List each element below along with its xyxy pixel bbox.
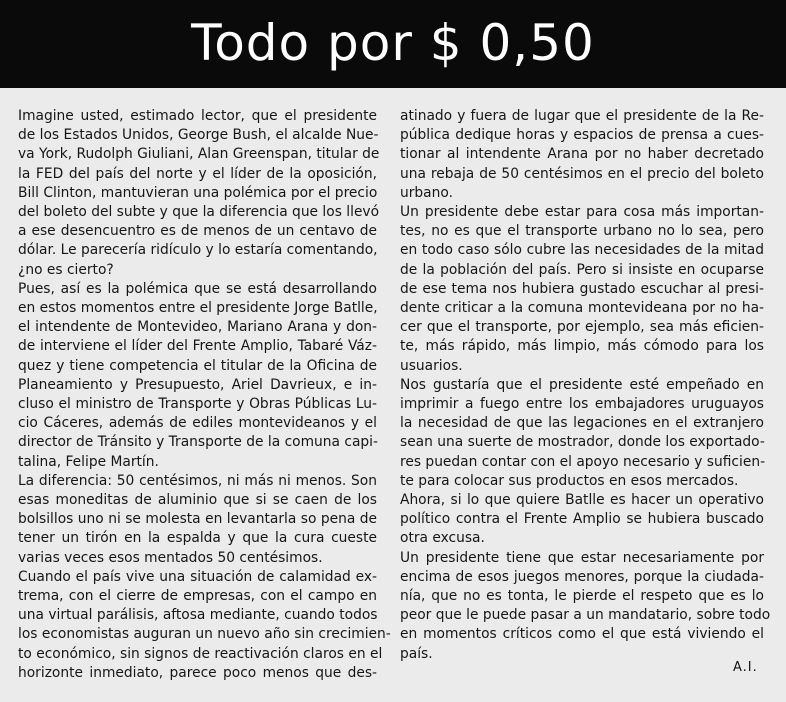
- text-line: tionar al intendente Arana por no haber decretado: [400, 146, 764, 163]
- text-line: trema, con el cierre de empresas, con el campo en: [18, 588, 377, 605]
- text-line: director de Tránsito y Transporte de la comuna capi-: [18, 434, 378, 451]
- text-line: político contra el Frente Amplio se hubiera buscado: [400, 511, 764, 528]
- text-line: una rebaja de 50 centésimos en el precio del boleto: [400, 165, 764, 182]
- text-line: ¿no es cierto?: [18, 261, 114, 278]
- text-line: bolsillos uno ni se molesta en levantarla so pena de: [18, 511, 377, 528]
- text-line: La diferencia: 50 centésimos, ni más ni menos. Son: [18, 472, 377, 489]
- text-line: varias veces esos mentados 50 centésimos.: [18, 549, 323, 566]
- text-line: usuarios.: [400, 357, 463, 374]
- text-line: sean una suerte de mostrador, donde los exportado-: [400, 434, 765, 451]
- text-line: el intendente de Montevideo, Mariano Arana y don-: [18, 319, 377, 336]
- text-line: otra excusa.: [400, 530, 485, 547]
- text-line: en todo caso sólo cubre las necesidades de la mitad: [400, 242, 764, 259]
- text-line: Ahora, si lo que quiere Batlle es hacer un operativo: [400, 492, 764, 509]
- text-line: cio Cáceres, además de ediles montevideanos y el: [18, 415, 377, 432]
- text-line: esas moneditas de aluminio que si se caen de los: [18, 492, 377, 509]
- text-line: va York, Rudolph Giuliani, Alan Greenspan, titular de: [18, 146, 380, 163]
- text-line: cer que el transporte, por ejemplo, sea más eficien-: [400, 319, 764, 336]
- text-line: res puedan contar con el apoyo necesario y suficien-: [400, 453, 766, 470]
- article-column-left: [18, 107, 391, 683]
- text-line: Cuando el país vive una situación de calamidad ex-: [18, 568, 377, 585]
- text-line: de la población del país. Pero si insiste en ocuparse: [400, 261, 764, 278]
- article-column-right: [400, 107, 771, 664]
- text-line: to económico, sin signos de reactivación claros en el: [18, 645, 383, 662]
- text-line: Un presidente tiene que estar necesariamente por: [400, 549, 764, 566]
- text-line: dólar. Le parecería ridículo y lo estaría comentando,: [18, 242, 378, 259]
- article-title: Todo por $ 0,50: [191, 14, 595, 72]
- text-line: imprimir a fuego entre los embajadores uruguayos: [400, 396, 764, 413]
- text-line: Nos gustaría que el presidente esté empeñado en: [400, 376, 764, 393]
- text-line: de los Estados Unidos, George Bush, el alcalde Nue-: [18, 127, 379, 144]
- text-line: pública dedique horas y espacios de prensa a cues-: [400, 127, 764, 144]
- text-line: Pues, así es la polémica que se está desarrollando: [18, 280, 377, 297]
- text-line: cluso el ministro de Transporte y Obras Públicas Lu-: [18, 396, 377, 413]
- text-line: atinado y fuera de lugar que el presidente de la Re-: [400, 108, 764, 124]
- text-line: de interviene el líder del Frente Amplio, Tabaré Váz-: [18, 338, 377, 355]
- title-banner: [0, 0, 786, 88]
- text-line: talina, Felipe Martín.: [18, 453, 159, 470]
- text-line: quez y tiene competencia el titular de la Oficina de: [18, 357, 377, 374]
- text-line: del boleto del subte y que la diferencia que los llevó: [18, 204, 380, 221]
- text-line: en momentos críticos como el que está viviendo el: [400, 626, 764, 643]
- text-line: en estos momentos entre el presidente Jorge Batlle,: [18, 300, 378, 317]
- author-signature: A.I.: [733, 660, 758, 675]
- text-line: peor que le puede pasar a un mandatario, sobre todo: [400, 607, 771, 624]
- text-line: te para colocar sus productos en esos mercados.: [400, 472, 739, 489]
- text-line: Un presidente debe estar para cosa más importan-: [400, 204, 764, 221]
- text-line: tener un tirón en la espalda y que la cura cueste: [18, 530, 377, 547]
- text-line: Planeamiento y Presupuesto, Ariel Davrieux, e in-: [18, 376, 377, 393]
- text-line: encima de esos juegos menores, porque la ciudada-: [400, 568, 764, 585]
- text-line: a ese desencuentro es de menos de un centavo de: [18, 223, 377, 240]
- text-line: de ese tema nos hubiera gustado escuchar al presi-: [400, 280, 764, 297]
- text-line: horizonte inmediato, parece poco menos que des-: [18, 664, 377, 681]
- text-line: dente criticar a la comuna montevideana por no ha-: [400, 300, 764, 317]
- text-line: Bill Clinton, mantuvieran una polémica por el precio: [18, 184, 378, 201]
- text-line: una virtual parálisis, aftosa mediante, cuando todos: [18, 607, 378, 624]
- text-line: país.: [400, 645, 433, 662]
- text-line: tes, no es que el transporte urbano no lo sea, pero: [400, 223, 764, 240]
- text-line: te, más rápido, más limpio, más cómodo para los: [400, 338, 764, 355]
- text-line: la necesidad de que las legaciones en el extranjero: [400, 415, 764, 432]
- text-line: nía, que no es tonta, le pierde el respeto que es lo: [400, 588, 764, 605]
- text-line: los economistas auguran un nuevo año sin crecimien-: [18, 626, 391, 643]
- text-line: urbano.: [400, 184, 453, 201]
- text-line: la FED del país del norte y el líder de la oposición,: [18, 165, 377, 182]
- text-line: Imagine usted, estimado lector, que el presidente: [18, 108, 377, 124]
